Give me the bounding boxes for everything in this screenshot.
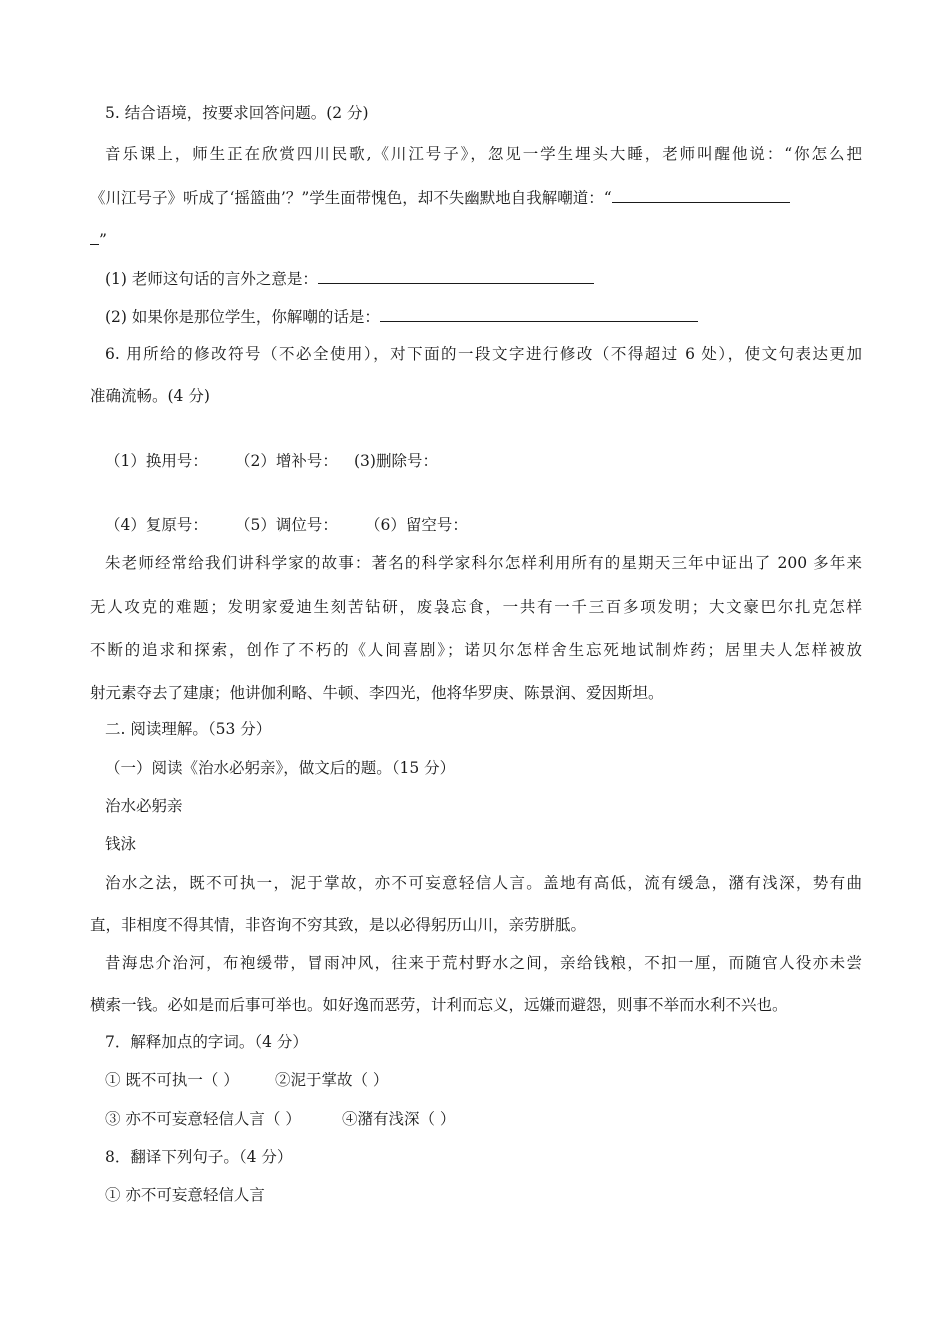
q6-passage-line: 射元素夺去了建康；他讲伽利略、牛顿、李四光，他将华罗庚、陈景润、爱因斯坦。 [90,684,664,702]
symbol-space-label: （6）留空号： [365,516,468,534]
q5-context-line [90,186,862,208]
symbol-replace-label: （1）换用号： [105,452,208,470]
passage-paragraph-line: 直，非相度不得其情，非咨询不穷其致，是以必得躬历山川，亲劳胼胝。 [90,916,587,934]
q6-passage-line: 不断的追求和探索，创作了不朽的《人间喜剧》；诺贝尔怎样舍生忘死地试制炸药；居里夫人怎样被放 [90,641,862,659]
symbol-restore-label: （4）复原号： [105,516,208,534]
q8-heading: 8．翻译下列句子。（4 分） [105,1148,293,1166]
q5-sub2-label: (2) 如果你是那位学生，你解嘲的话是： [105,308,380,326]
symbol-insert-label: （2）增补号： [235,452,338,470]
q7-item-2: ②泥于掌故（ ） [275,1071,389,1089]
answer-blank[interactable] [318,267,594,284]
q5-context-text: 《川江号子》听成了‘摇篮曲’？”学生面带愧色，却不失幽默地自我解嘲道：“ [90,189,612,207]
q6-passage-line: 朱老师经常给我们讲科学家的故事：著名的科学家科尔怎样利用所有的星期天三年中证出了 200 多年来 [105,554,862,572]
q6-heading: 准确流畅。(4 分) [90,387,210,405]
q7-row [105,1070,862,1090]
q6-heading: 6. 用所给的修改符号（不必全使用），对下面的一段文字进行修改（不得超过 6 处），使文句表达更加 [105,345,862,363]
q5-sub-question-1 [105,267,862,289]
reading-part-heading: （一）阅读《治水必躬亲》，做文后的题。（15 分） [105,759,456,777]
symbol-delete-label: (3)删除号： [354,452,438,470]
passage-title: 治水必躬亲 [105,797,183,815]
passage-paragraph-line: 昔海忠介治河，布袍缓带，冒雨冲风，往来于荒村野水之间，亲给钱粮，不扣一厘，而随官人役亦未尝 [105,954,862,972]
section-heading: 二. 阅读理解。（53 分） [105,720,272,738]
q8-item-1: ① 亦不可妄意轻信人言 [105,1186,265,1204]
q7-row [105,1109,862,1129]
q6-passage-line: 无人攻克的难题；发明家爱迪生刻苦钻研，废袅忘食，一共有一千三百多项发明；大文豪巴尔扎克怎样 [90,598,862,616]
passage-paragraph-line: 治水之法，既不可执一，泥于掌故，亦不可妄意轻信人言。盖地有高低，流有缓急，潴有浅深，势有曲 [105,874,862,892]
q5-sub1-label: (1) 老师这句话的言外之意是： [105,270,318,288]
passage-paragraph-line: 横索一钱。必如是而后事可举也。如好逸而恶劳，计利而忘义，远嫌而避怨，则事不举而水利不兴也。 [90,996,788,1014]
q5-sub-question-2 [105,305,862,327]
q6-symbols-row [105,451,862,471]
q5-closing-quote: ” [99,231,107,249]
answer-blank[interactable] [380,305,698,322]
symbol-swap-label: （5）调位号： [235,516,338,534]
answer-blank[interactable] [90,228,99,245]
answer-blank[interactable] [612,186,790,203]
q7-heading: 7．解释加点的字词。（4 分） [105,1033,308,1051]
q5-context-line [90,228,862,250]
q5-heading: 5. 结合语境，按要求回答问题。(2 分) [105,104,369,122]
q5-context-line: 音乐课上，师生正在欣赏四川民歌,《川江号子》，忽见一学生埋头大睡，老师叫醒他说：“你怎么把 [105,145,862,163]
q7-item-4: ④潴有浅深（ ） [342,1110,456,1128]
q6-symbols-row [105,515,862,535]
q7-item-3: ③ 亦不可妄意轻信人言（ ） [105,1110,301,1128]
q7-item-1: ① 既不可执一（ ） [105,1071,239,1089]
passage-author: 钱泳 [105,835,137,853]
